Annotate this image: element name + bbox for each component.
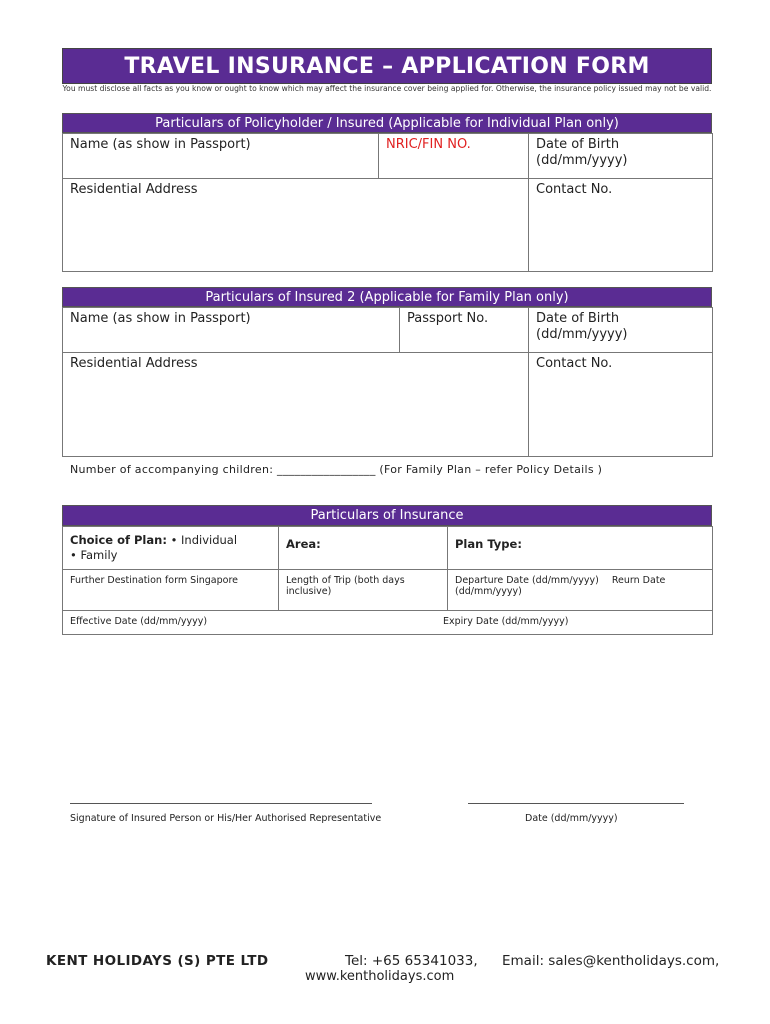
policyholder-contact-label: Contact No. (536, 182, 613, 197)
insured2-table (62, 307, 713, 457)
children-count-note: (For Family Plan – refer Policy Details ) (379, 463, 603, 476)
policyholder-table (62, 133, 713, 272)
policyholder-name-label: Name (as show in Passport) (70, 137, 251, 152)
plan-type-label: Plan Type: (455, 537, 522, 551)
signature-label: Signature of Insured Person or His/Her Authorised Representative (70, 813, 382, 824)
insured2-address-label: Residential Address (70, 356, 198, 371)
return-date-label: Reurn Date (dd/mm/yyyy) (455, 575, 666, 597)
expiry-date-label: Expiry Date (dd/mm/yyyy) (443, 616, 569, 627)
insurance-table (62, 526, 713, 635)
choice-of-plan-field (63, 527, 279, 570)
bullet-icon: • (70, 548, 77, 562)
insured2-contact-label: Contact No. (536, 356, 613, 371)
destination-label: Further Destination form Singapore (70, 575, 239, 586)
insured2-dob-field[interactable] (529, 308, 713, 353)
company-website[interactable]: www.kentholidays.com (305, 969, 455, 984)
disclaimer-text: You must disclose all facts as you know or ought to know which may affect the insurance cover being applied for. Otherwise, the insurance policy issued may not be valid. (62, 84, 712, 93)
signature-date-line[interactable] (468, 803, 684, 804)
plan-option-family-label: Family (80, 548, 118, 562)
insured2-dob-label: Date of Birth (dd/mm/yyyy) (536, 311, 628, 342)
policyholder-nric-label: NRIC/FIN NO. (386, 137, 471, 152)
policyholder-dob-label: Date of Birth (dd/mm/yyyy) (536, 137, 628, 168)
policyholder-name-field[interactable] (63, 134, 379, 179)
insured2-name-field[interactable] (63, 308, 400, 353)
children-count-field[interactable]: _________________ (277, 463, 376, 476)
trip-length-field[interactable] (279, 570, 448, 611)
area-label: Area: (286, 537, 321, 551)
insurance-section-header: Particulars of Insurance (62, 505, 712, 526)
policyholder-address-label: Residential Address (70, 182, 198, 197)
area-field[interactable] (279, 527, 448, 570)
plan-option-individual[interactable] (171, 533, 237, 547)
plan-type-field[interactable] (448, 527, 713, 570)
children-count-row (70, 463, 602, 476)
choice-of-plan-label: Choice of Plan: (70, 533, 167, 547)
company-tel: Tel: +65 65341033, (345, 953, 478, 969)
policyholder-address-field[interactable] (63, 179, 529, 272)
children-count-label: Number of accompanying children: (70, 463, 274, 476)
policyholder-section-header: Particulars of Policyholder / Insured (Applicable for Individual Plan only) (62, 113, 712, 133)
policyholder-dob-field[interactable] (529, 134, 713, 179)
travel-dates-field[interactable] (448, 570, 713, 611)
company-name: KENT HOLIDAYS (S) PTE LTD (46, 953, 269, 969)
trip-length-label: Length of Trip (both days inclusive) (286, 575, 405, 597)
insured2-contact-field[interactable] (529, 353, 713, 457)
insured2-address-field[interactable] (63, 353, 529, 457)
plan-option-individual-label: Individual (181, 533, 238, 547)
bullet-icon: • (170, 533, 178, 547)
company-email[interactable]: Email: sales@kentholidays.com, (502, 953, 720, 969)
insured2-section-header: Particulars of Insured 2 (Applicable for Family Plan only) (62, 287, 712, 307)
destination-field[interactable] (63, 570, 279, 611)
signature-line[interactable] (70, 803, 372, 804)
policyholder-contact-field[interactable] (529, 179, 713, 272)
plan-option-family[interactable] (70, 548, 117, 562)
insured2-passport-label: Passport No. (407, 311, 489, 326)
insured2-name-label: Name (as show in Passport) (70, 311, 251, 326)
signature-date-label: Date (dd/mm/yyyy) (525, 813, 618, 824)
departure-date-label: Departure Date (dd/mm/yyyy) (455, 575, 599, 586)
coverage-dates-field[interactable] (63, 611, 713, 635)
form-title: TRAVEL INSURANCE – APPLICATION FORM (62, 48, 712, 84)
effective-date-label: Effective Date (dd/mm/yyyy) (70, 616, 208, 627)
policyholder-nric-field[interactable] (379, 134, 529, 179)
insured2-passport-field[interactable] (400, 308, 529, 353)
